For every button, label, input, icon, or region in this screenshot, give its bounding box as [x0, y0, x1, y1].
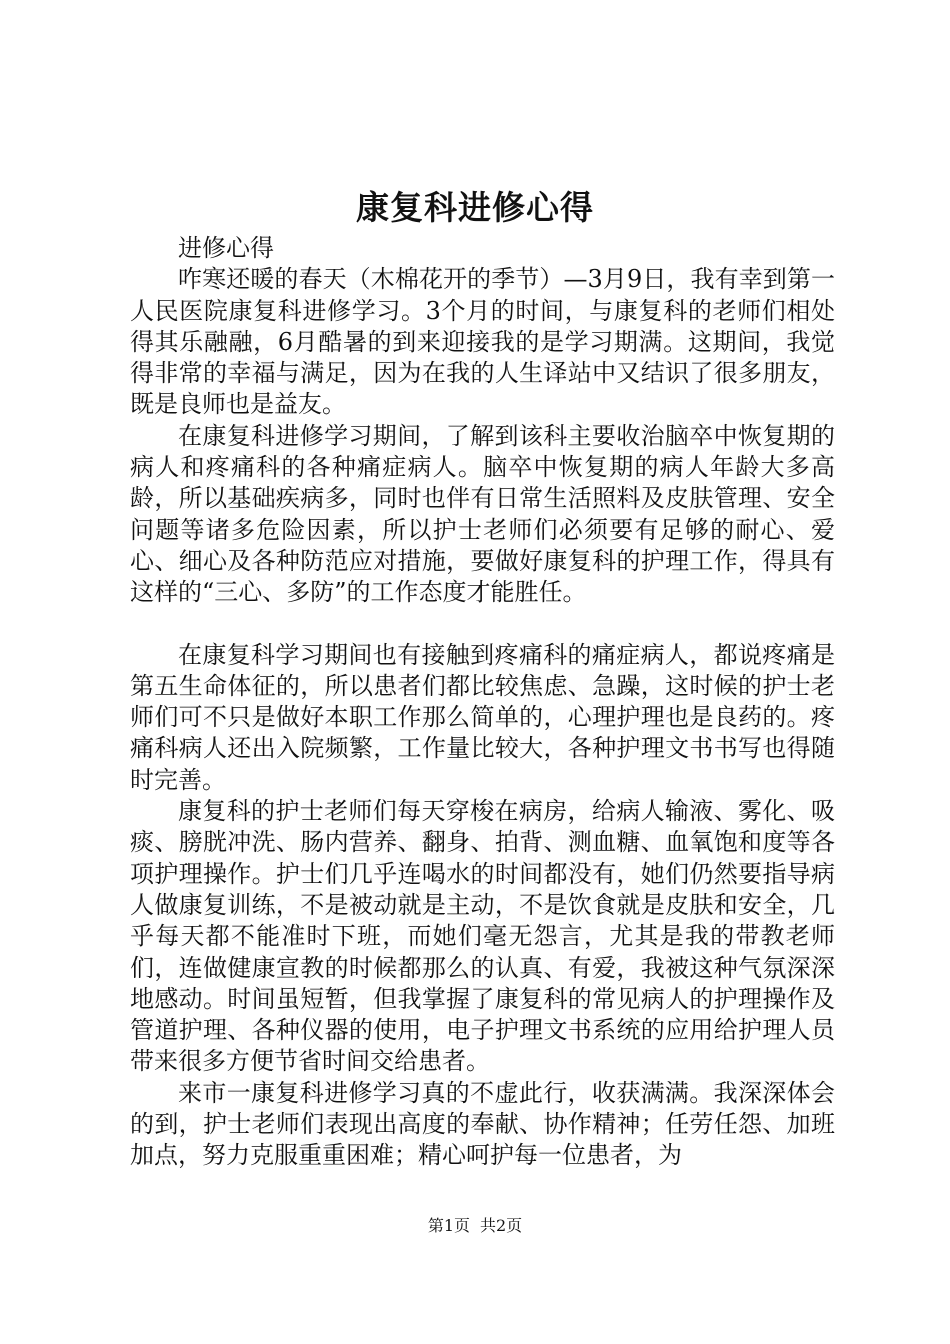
paragraph-4: 康复科的护士老师们每天穿梭在病房，给病人输液、雾化、吸痰、膀胱冲洗、肠内营养、翻身、拍背、测血糖、血氧饱和度等各项护理操作。护士们几乎连喝水的时间都没有，她们仍然要指导病人做康复训练，不是被动就是主动，不是饮食就是皮肤和安全，几乎每天都不能准时下班，而她们毫无怨言，尤其是我的带教老师们，连做健康宣教的时候都那么的认真、有爱，我被这种气氛深深地感动。时间虽短暂，但我掌握了康复科的常见病人的护理操作及管道护理、各种仪器的使用，电子护理文书系统的应用给护理人员带来很多方便节省时间交给患者。: [130, 797, 835, 1076]
paragraph-3: 在康复科学习期间也有接触到疼痛科的痛症病人，都说疼痛是第五生命体征的，所以患者们都比较焦虑、急躁，这时候的护士老师们可不只是做好本职工作那么简单的，心理护理也是良药的。疼痛科病人还出入院频繁，工作量比较大，各种护理文书书写也得随时完善。: [130, 640, 835, 794]
page-number: 第1页: [427, 1216, 470, 1235]
paragraph-1: 咋寒还暖的春天（木棉花开的季节）—3月9日，我有幸到第一人民医院康复科进修学习。3个月的时间，与康复科的老师们相处得其乐融融，6月酷暑的到来迎接我的是学习期满。这期间，我觉得非常的幸福与满足，因为在我的人生译站中又结识了很多朋友，既是良师也是益友。: [130, 265, 835, 419]
page-footer: [0, 1214, 950, 1238]
document-body: [130, 233, 835, 1172]
page-total: 共2页: [480, 1216, 523, 1235]
paragraph-5: 来市一康复科进修学习真的不虚此行，收获满满。我深深体会的到，护士老师们表现出高度的奉献、协作精神；任劳任怨、加班加点，努力克服重重困难；精心呵护每一位患者，为: [130, 1078, 835, 1170]
paragraph-2: 在康复科进修学习期间，了解到该科主要收治脑卒中恢复期的病人和疼痛科的各种痛症病人。脑卒中恢复期的病人年龄大多高龄，所以基础疾病多，同时也伴有日常生活照料及皮肤管理、安全问题等诸多危险因素，所以护士老师们必须要有足够的耐心、爱心、细心及各种防范应对措施，要做好康复科的护理工作，得具有这样的“三心、多防”的工作态度才能胜任。: [130, 421, 835, 607]
document-subheading: 进修心得: [178, 234, 274, 262]
document-title: 康复科进修心得: [356, 188, 594, 227]
